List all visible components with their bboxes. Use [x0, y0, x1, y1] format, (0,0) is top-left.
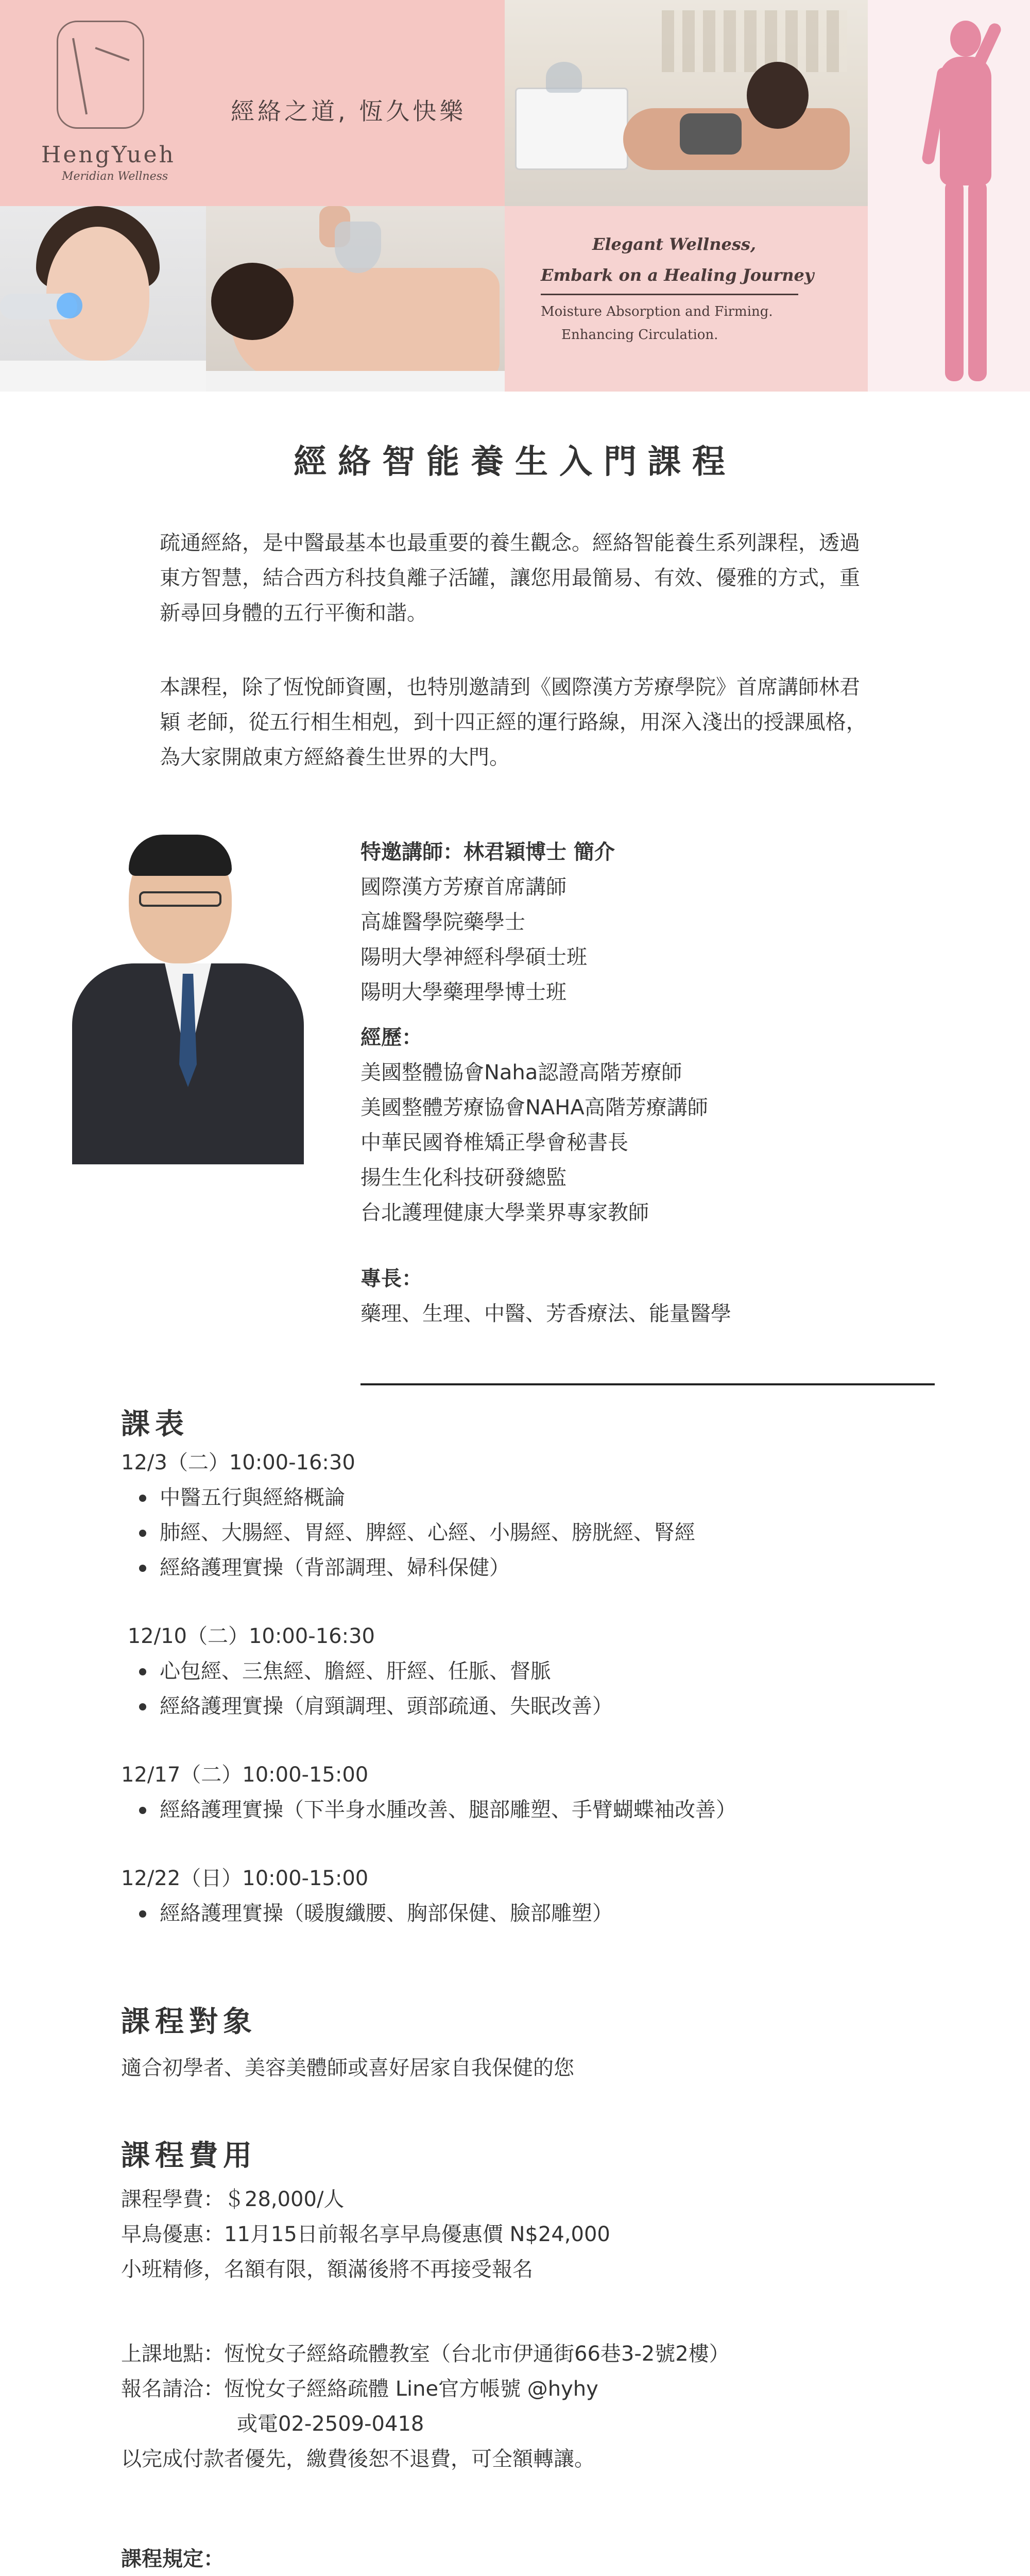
page-title: 經絡智能養生入門課程 [294, 443, 736, 481]
target-heading: 課程對象 [121, 2005, 257, 2039]
session-topic: 肺經、大腸經、胃經、脾經、心經、小腸經、膀胱經、腎經 [121, 1515, 945, 1550]
schedule-session [121, 1445, 945, 1585]
session-topic: 經絡護理實操（肩頸調理、頭部疏通、失眠改善） [121, 1689, 945, 1724]
experience-item: 美國整體協會Naha認證高階芳療師 [360, 1061, 682, 1084]
slogan-panel [505, 206, 868, 392]
photo-meridian-figure [868, 0, 1030, 392]
brand-tagline: 經絡之道, 恆久快樂 [231, 97, 467, 125]
schedule-session [121, 1757, 945, 1827]
photo-facial-treatment [0, 206, 206, 392]
intro-paragraph-1: 疏通經絡，是中醫最基本也最重要的養生觀念。經絡智能養生系列課程，透過東方智慧，結合西方科技負離子活罐，讓您用最簡易、有效、優雅的方式，重新尋回身體的五行平衡和諧。 [160, 531, 860, 625]
rules-heading: 課程規定： [121, 2547, 224, 2571]
venue-details [121, 2336, 945, 2477]
slogan-line-4: Enhancing Circulation. [561, 327, 718, 343]
slogan-line-2: Embark on a Healing Journey [541, 265, 814, 285]
fee-line: 課程學費：＄28,000/人 [121, 2188, 345, 2211]
schedule-list [121, 1445, 945, 1964]
schedule-heading: 課表 [121, 1408, 189, 1441]
experience-item: 美國整體芳療協會NAHA高階芳療講師 [360, 1096, 708, 1120]
experience-item: 揚生生化科技研發總監 [360, 1166, 566, 1190]
schedule-session [121, 1619, 945, 1724]
target-text: 適合初學者、美容美體師或喜好居家自我保健的您 [121, 2056, 574, 2080]
fee-line: 小班精修，名額有限，額滿後將不再接受報名 [121, 2258, 533, 2281]
session-date: 12/22（日）10:00-15:00 [121, 1867, 369, 1890]
intro-paragraph-2: 本課程，除了恆悅師資團，也特別邀請到《國際漢方芳療學院》首席講師林君穎 老師，從五行相生相剋，到十四正經的運行路線，用深入淺出的授課風格，為大家開啟東方經絡養生世界的大門。 [160, 675, 867, 769]
brand-logo-icon [57, 21, 144, 129]
lecturer-heading: 特邀講師：林君穎博士 簡介 [360, 840, 615, 864]
lecturer-title: 陽明大學藥理學博士班 [360, 980, 566, 1004]
fee-line: 早鳥優惠：11月15日前報名享早鳥優惠價 N$24,000 [121, 2223, 610, 2246]
session-date: 12/3（二）10:00-16:30 [121, 1451, 355, 1475]
venue-phone: 或電02-2509-0418 [237, 2412, 424, 2436]
venue-location: 上課地點：恆悅女子經絡疏體教室（台北市伊通街66巷3-2號2樓） [121, 2342, 730, 2366]
section-divider [360, 1383, 935, 1385]
session-topic: 心包經、三焦經、膽經、肝經、任脈、督脈 [121, 1654, 945, 1689]
photo-cupping-machine [505, 0, 868, 206]
session-topic: 經絡護理實操（背部調理、婦科保健） [121, 1550, 945, 1585]
venue-note: 以完成付款者優先，繳費後恕不退費，可全額轉讓。 [121, 2447, 595, 2471]
experience-heading: 經歷： [360, 1026, 422, 1049]
slogan-line-3: Moisture Absorption and Firming. [541, 304, 773, 319]
lecturer-title: 國際漢方芳療首席講師 [360, 875, 566, 899]
experience-item: 台北護理健康大學業界專家教師 [360, 1201, 649, 1225]
photo-back-cupping [206, 206, 505, 392]
brand-subtitle: Meridian Wellness [62, 170, 168, 183]
specialty-text: 藥理、生理、中醫、芳香療法、能量醫學 [360, 1302, 731, 1326]
lecturer-profile [360, 835, 978, 1331]
session-date: 12/17（二）10:00-15:00 [121, 1763, 369, 1787]
brand-panel [0, 0, 505, 206]
session-topic: 中醫五行與經絡概論 [121, 1480, 945, 1515]
session-topic: 經絡護理實操（下半身水腫改善、腿部雕塑、手臂蝴蝶袖改善） [121, 1792, 945, 1827]
lecturer-title: 陽明大學神經科學碩士班 [360, 945, 587, 969]
slogan-divider [541, 294, 798, 295]
fee-heading: 課程費用 [121, 2139, 257, 2173]
venue-contact: 報名請洽：恆悅女子經絡疏體 Line官方帳號 @hyhy [121, 2377, 598, 2401]
schedule-session [121, 1861, 945, 1931]
experience-item: 中華民國脊椎矯正學會秘書長 [360, 1131, 628, 1155]
specialty-heading: 專長： [360, 1267, 422, 1291]
brand-name: HengYueh [41, 142, 176, 168]
session-date: 12/10（二）10:00-16:30 [121, 1624, 375, 1648]
hero-banner [0, 0, 1030, 392]
lecturer-title: 高雄醫學院藥學士 [360, 910, 525, 934]
session-topic: 經絡護理實操（暖腹纖腰、胸部保健、臉部雕塑） [121, 1896, 945, 1931]
fee-details [121, 2182, 945, 2287]
slogan-line-1: Elegant Wellness, [592, 234, 756, 254]
lecturer-photo [67, 835, 324, 1164]
